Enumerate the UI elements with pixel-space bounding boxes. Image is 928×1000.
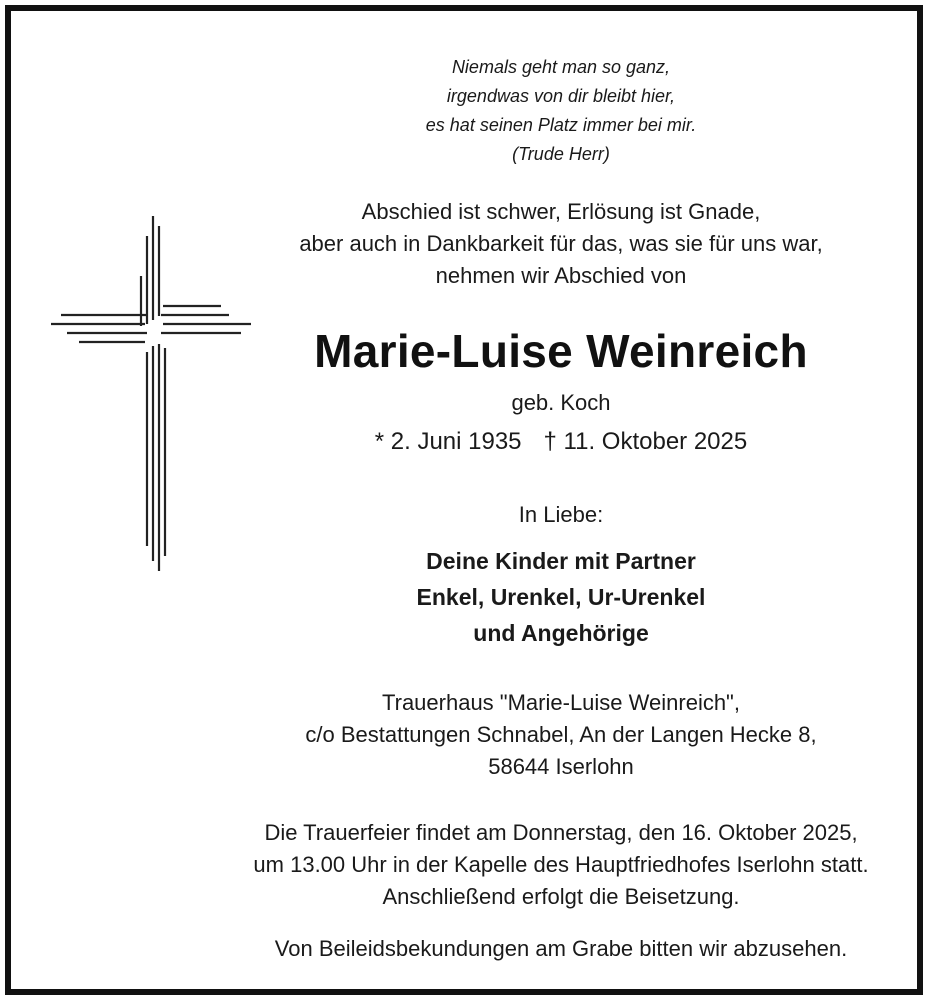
poem-line: es hat seinen Platz immer bei mir. [425, 115, 697, 135]
poem [211, 53, 911, 169]
farewell-intro [211, 196, 911, 292]
intro-line: nehmen wir Abschied von [435, 263, 687, 288]
death-date: † 11. Oktober 2025 [543, 428, 748, 455]
poem-line: irgendwas von dir bleibt hier, [446, 86, 676, 106]
intro-line: Abschied ist schwer, Erlösung ist Gnade, [361, 199, 761, 224]
ceremony-info [191, 817, 928, 913]
address-line: Trauerhaus "Marie-Luise Weinreich", [382, 690, 740, 715]
mourners-intro: In Liebe: [518, 502, 604, 527]
intro-line: aber auch in Dankbarkeit für das, was sie für uns war, [299, 231, 823, 256]
birth-name: geb. Koch [511, 390, 611, 415]
life-dates [211, 426, 911, 458]
poem-line: Niemals geht man so ganz, [451, 57, 671, 77]
ceremony-line: Anschließend erfolgt die Beisetzung. [382, 884, 740, 909]
mourning-address [211, 687, 911, 783]
poem-author: (Trude Herr) [512, 144, 610, 164]
ceremony-line: um 13.00 Uhr in der Kapelle des Hauptfriedhofes Iserlohn statt. [253, 852, 869, 877]
mourner-line: Deine Kinder mit Partner [426, 548, 696, 574]
condolence-note: Von Beileidsbekundungen am Grabe bitten wir abzusehen. [274, 936, 848, 961]
mourners-list [211, 543, 911, 651]
deceased-name: Marie-Luise Weinreich [314, 325, 808, 377]
ceremony-line: Die Trauerfeier findet am Donnerstag, den 16. Oktober 2025, [264, 820, 858, 845]
obituary-notice [5, 5, 923, 995]
mourner-line: Enkel, Urenkel, Ur-Urenkel [416, 584, 706, 610]
birth-date: * 2. Juni 1935 [374, 428, 522, 455]
mourner-line: und Angehörige [473, 620, 649, 646]
address-line: 58644 Iserlohn [488, 754, 634, 779]
address-line: c/o Bestattungen Schnabel, An der Langen Hecke 8, [305, 722, 817, 747]
